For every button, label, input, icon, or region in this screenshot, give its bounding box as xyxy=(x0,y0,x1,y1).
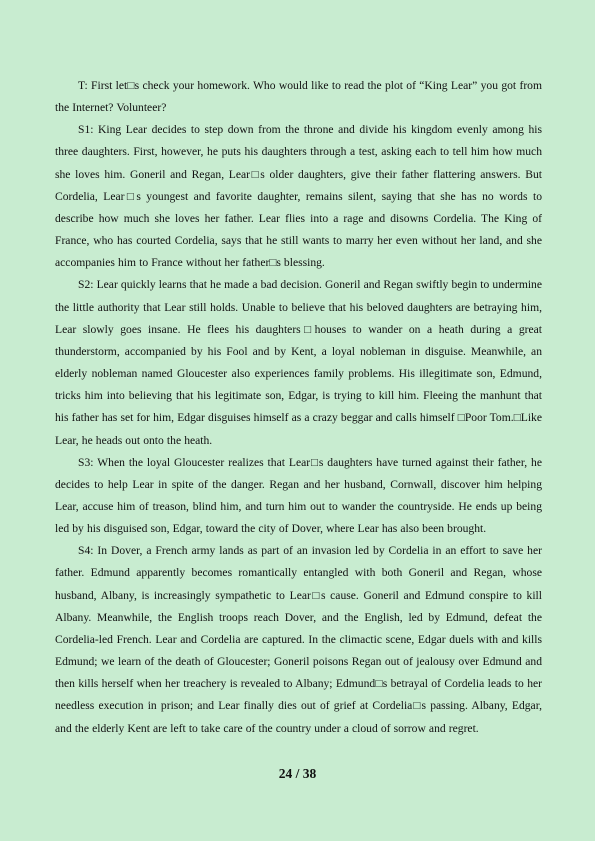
paragraph-s3: S3: When the loyal Gloucester realizes that Lear□s daughters have turned against their father, he decides to help Lear in spite of the danger. Regan and her husband, Cornwall, discover him helping Lear, accuse him of treason, blind him, and turn him out to wander the countryside. He ends up being led by his disguised son, Edgar, toward the city of Dover, where Lear has also been brought. xyxy=(55,455,542,536)
paragraph-s1: S1: King Lear decides to step down from the throne and divide his kingdom evenly among his three daughters. First, however, he puts his daughters through a test, asking each to tell him how much she loves him. Goneril and Regan, Lear□s older daughters, give their father flattering answers. But Cordelia, Lear□s youngest and favorite daughter, remains silent, saying that she has no words to describe how much she loves her father. Lear flies into a rage and disowns Cordelia. The King of France, who has courted Cordelia, says that he still wants to marry her even without her land, and she accompanies him to France without her father□s blessing. xyxy=(55,123,542,270)
document-body xyxy=(55,75,542,740)
paragraph-s4: S4: In Dover, a French army lands as part of an invasion led by Cordelia in an effort to save her father. Edmund apparently becomes romantically entangled with both Goneril and Regan, whose husband, Albany, is increasingly sympathetic to Lear□s cause. Goneril and Edmund conspire to kill Albany. Meanwhile, the English troops reach Dover, and the English, led by Edmund, defeat the Cordelia-led French. Lear and Cordelia are captured. In the climactic scene, Edgar duels with and kills Edmund; we learn of the death of Gloucester; Goneril poisons Regan out of jealousy over Edmund and then kills herself when her treachery is revealed to Albany; Edmund□s betrayal of Cordelia leads to her needless execution in prison; and Lear finally dies out of grief at Cordelia□s passing. Albany, Edgar, and the elderly Kent are left to take care of the country under a cloud of sorrow and regret. xyxy=(55,544,542,735)
page-number: 24 / 38 xyxy=(278,766,317,781)
paragraph-teacher-question: T: First let□s check your homework. Who would like to read the plot of “King Lear” you got from the Internet? Volunteer? xyxy=(55,79,542,115)
paragraph-s2: S2: Lear quickly learns that he made a bad decision. Goneril and Regan swiftly begin to undermine the little authority that Lear still holds. Unable to believe that his beloved daughters are betraying him, Lear slowly goes insane. He flees his daughters□houses to wander on a heath during a great thunderstorm, accompanied by his Fool and by Kent, a loyal nobleman in disguise. Meanwhile, an elderly nobleman named Gloucester also experiences family problems. His illegitimate son, Edmund, tricks him into believing that his legitimate son, Edgar, is trying to kill him. Fleeing the manhunt that his father has set for him, Edgar disguises himself as a crazy beggar and calls himself □Poor Tom.□Like Lear, he heads out onto the heath. xyxy=(55,278,542,447)
